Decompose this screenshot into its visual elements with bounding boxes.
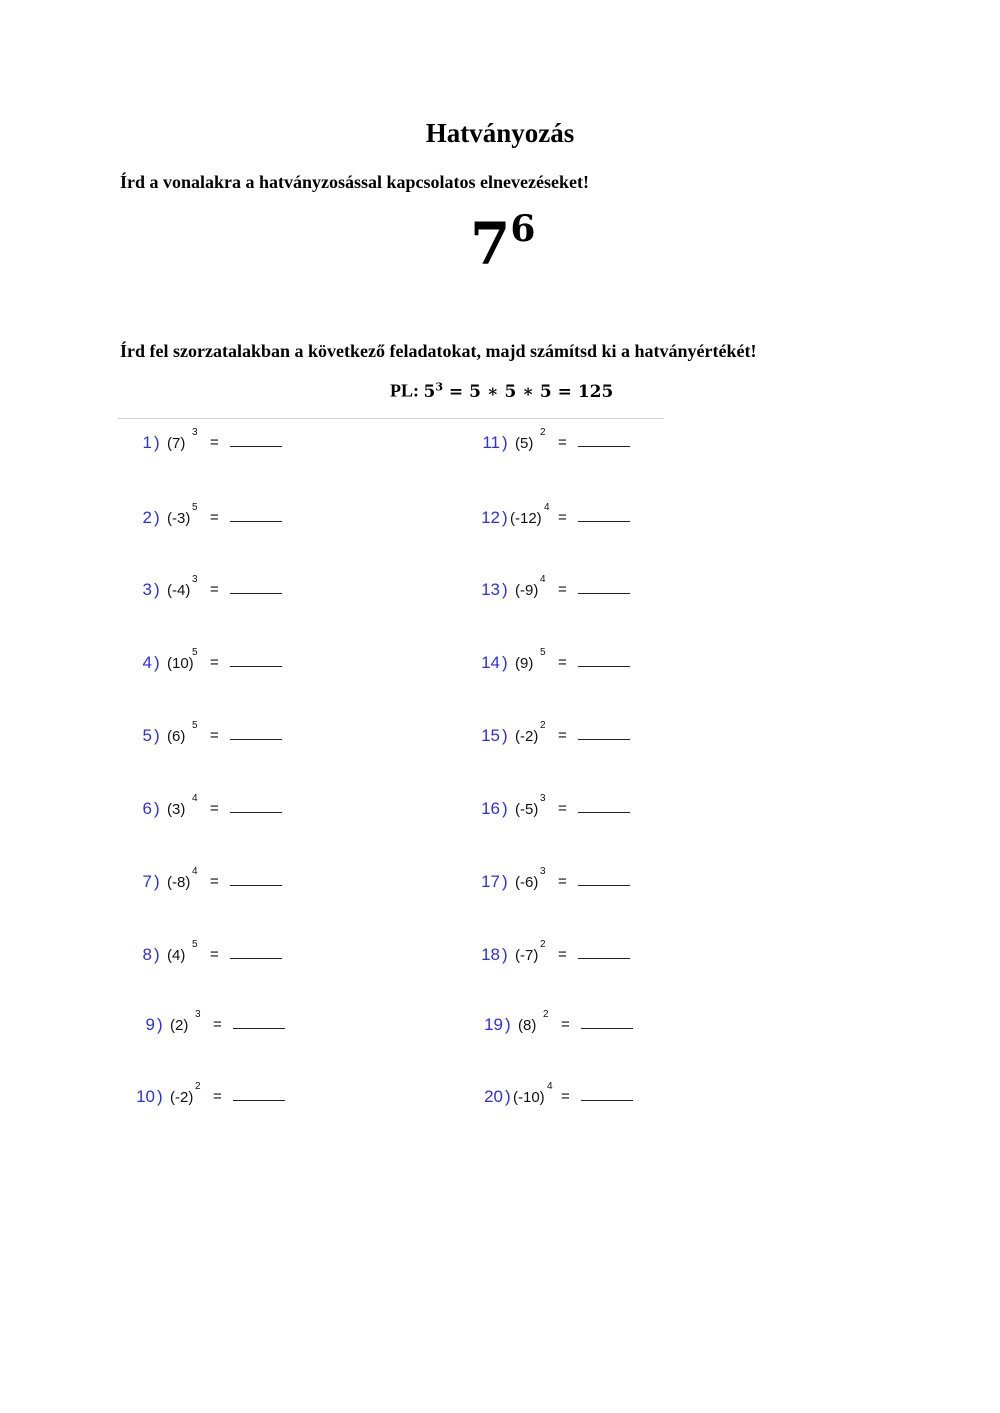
problem-number: 4 <box>142 653 152 672</box>
divider-line <box>118 418 664 419</box>
problem-item <box>460 937 650 967</box>
equals-sign: = <box>558 727 567 744</box>
problem-item <box>460 425 650 455</box>
problem-base: (-2) <box>515 728 539 745</box>
page-title: Hatványozás <box>425 118 575 148</box>
problem-number-paren: ) <box>154 799 160 818</box>
example-prefix: PL: <box>390 380 419 401</box>
problem-number-paren: ) <box>154 653 160 672</box>
problem-number-paren: ) <box>502 945 508 964</box>
problem-number: 2 <box>142 508 152 527</box>
example-rest: = 5 ∗ 5 ∗ 5 = 125 <box>448 381 614 402</box>
problem-item <box>460 791 650 821</box>
problem-base: (-10) <box>513 1089 545 1106</box>
problem-base: (-12) <box>510 510 542 527</box>
problem-exponent: 5 <box>192 720 198 731</box>
problem-base: (-8) <box>167 874 191 891</box>
equals-sign: = <box>210 509 219 526</box>
problem-number-paren: ) <box>154 872 160 891</box>
problem-item <box>460 572 650 602</box>
answer-blank[interactable] <box>230 521 282 522</box>
problem-item <box>112 937 302 967</box>
problem-base: (-5) <box>515 801 539 818</box>
problem-number: 20 <box>484 1087 503 1106</box>
equals-sign: = <box>210 727 219 744</box>
equals-sign: = <box>210 800 219 817</box>
problem-item <box>463 1079 653 1109</box>
equals-sign: = <box>210 434 219 451</box>
problem-item <box>112 645 302 675</box>
equals-sign: = <box>210 581 219 598</box>
problem-number-paren: ) <box>502 433 508 452</box>
example-exponent: 3 <box>435 380 443 393</box>
equals-sign: = <box>558 581 567 598</box>
equals-sign: = <box>210 873 219 890</box>
answer-blank[interactable] <box>230 739 282 740</box>
problem-number-paren: ) <box>502 653 508 672</box>
answer-blank[interactable] <box>578 885 630 886</box>
problem-number-paren: ) <box>157 1015 163 1034</box>
problem-number: 7 <box>142 872 152 891</box>
problem-exponent: 5 <box>192 939 198 950</box>
problem-number-paren: ) <box>154 726 160 745</box>
answer-blank[interactable] <box>233 1028 285 1029</box>
problem-number-paren: ) <box>154 508 160 527</box>
problem-base: (-6) <box>515 874 539 891</box>
problem-exponent: 4 <box>547 1081 553 1092</box>
problem-item <box>460 864 650 894</box>
problem-base: (-9) <box>515 582 539 599</box>
problem-item <box>112 500 302 530</box>
problem-exponent: 4 <box>192 793 198 804</box>
problem-number: 9 <box>145 1015 155 1034</box>
problem-number: 10 <box>136 1087 155 1106</box>
instruction-naming: Írd a vonalakra a hatványzosással kapcsolatos elnevezéseket! <box>120 172 589 192</box>
answer-blank[interactable] <box>578 521 630 522</box>
problem-exponent: 2 <box>540 939 546 950</box>
answer-blank[interactable] <box>578 446 630 447</box>
answer-blank[interactable] <box>230 812 282 813</box>
answer-blank[interactable] <box>230 666 282 667</box>
problem-number: 18 <box>481 945 500 964</box>
problem-number-paren: ) <box>505 1087 511 1106</box>
answer-blank[interactable] <box>578 812 630 813</box>
problem-item <box>463 1007 653 1037</box>
problem-number-paren: ) <box>502 580 508 599</box>
big-power-expression <box>470 208 536 278</box>
equals-sign: = <box>210 654 219 671</box>
problem-number-paren: ) <box>154 945 160 964</box>
problem-exponent: 2 <box>540 720 546 731</box>
answer-blank[interactable] <box>578 666 630 667</box>
problem-item <box>460 645 650 675</box>
answer-blank[interactable] <box>230 446 282 447</box>
answer-blank[interactable] <box>578 739 630 740</box>
problem-number: 6 <box>142 799 152 818</box>
answer-blank[interactable] <box>230 885 282 886</box>
problem-number-paren: ) <box>502 508 508 527</box>
equals-sign: = <box>558 654 567 671</box>
problem-item <box>112 718 302 748</box>
problem-base: (-2) <box>170 1089 194 1106</box>
problem-base: (2) <box>170 1017 189 1034</box>
problem-exponent: 5 <box>192 647 198 658</box>
problem-item <box>460 718 650 748</box>
problem-number: 3 <box>142 580 152 599</box>
problem-base: (3) <box>167 801 186 818</box>
equals-sign: = <box>213 1088 222 1105</box>
problem-number-paren: ) <box>154 580 160 599</box>
example-math <box>424 382 614 402</box>
equals-sign: = <box>213 1016 222 1033</box>
answer-blank[interactable] <box>233 1100 285 1101</box>
problem-exponent: 3 <box>195 1009 201 1020</box>
problem-exponent: 3 <box>540 793 546 804</box>
equals-sign: = <box>558 873 567 890</box>
answer-blank[interactable] <box>581 1100 633 1101</box>
problem-number: 11 <box>482 433 500 452</box>
problem-number: 13 <box>481 580 500 599</box>
problem-base: (9) <box>515 655 534 672</box>
problem-item <box>112 864 302 894</box>
problem-base: (5) <box>515 435 534 452</box>
problem-exponent: 3 <box>192 427 198 438</box>
answer-blank[interactable] <box>230 958 282 959</box>
problem-item <box>112 572 302 602</box>
problem-item <box>460 500 650 530</box>
problem-number-paren: ) <box>502 726 508 745</box>
instruction-exercises: Írd fel szorzatalakban a következő feladatokat, majd számítsd ki a hatványértékét! <box>120 341 757 361</box>
equals-sign: = <box>558 946 567 963</box>
equals-sign: = <box>561 1088 570 1105</box>
problem-item <box>112 425 302 455</box>
big-power-exponent: 6 <box>510 208 536 250</box>
problem-number-paren: ) <box>154 433 160 452</box>
problem-number: 8 <box>142 945 152 964</box>
problem-exponent: 4 <box>540 574 546 585</box>
problem-number: 5 <box>142 726 152 745</box>
problem-number: 15 <box>481 726 500 745</box>
problem-exponent: 3 <box>540 866 546 877</box>
problem-number-paren: ) <box>157 1087 163 1106</box>
problem-exponent: 5 <box>540 647 546 658</box>
problem-base: (-4) <box>167 582 191 599</box>
problem-base: (10) <box>167 655 194 672</box>
problem-exponent: 4 <box>544 502 550 513</box>
answer-blank[interactable] <box>581 1028 633 1029</box>
problem-base: (-7) <box>515 947 539 964</box>
equals-sign: = <box>558 434 567 451</box>
problem-base: (-3) <box>167 510 191 527</box>
problem-exponent: 2 <box>195 1081 201 1092</box>
problem-number: 14 <box>481 653 500 672</box>
problem-exponent: 2 <box>540 427 546 438</box>
example-line <box>390 380 613 402</box>
problem-item <box>115 1007 305 1037</box>
problem-number: 17 <box>481 872 500 891</box>
example-base: 5 <box>423 381 436 402</box>
problem-number: 16 <box>481 799 500 818</box>
problem-exponent: 5 <box>192 502 198 513</box>
answer-blank[interactable] <box>230 593 282 594</box>
problem-number: 1 <box>142 433 152 452</box>
problem-number: 12 <box>481 508 500 527</box>
problem-number-paren: ) <box>505 1015 511 1034</box>
equals-sign: = <box>561 1016 570 1033</box>
problem-base: (4) <box>167 947 186 964</box>
equals-sign: = <box>558 509 567 526</box>
problem-base: (8) <box>518 1017 537 1034</box>
problem-number-paren: ) <box>502 872 508 891</box>
answer-blank[interactable] <box>578 958 630 959</box>
problem-item <box>112 791 302 821</box>
problem-base: (7) <box>167 435 186 452</box>
problem-number-paren: ) <box>502 799 508 818</box>
problem-base: (6) <box>167 728 186 745</box>
big-power-base: 7 <box>470 210 511 278</box>
problem-exponent: 2 <box>543 1009 549 1020</box>
problem-item <box>115 1079 305 1109</box>
problem-exponent: 4 <box>192 866 198 877</box>
answer-blank[interactable] <box>578 593 630 594</box>
equals-sign: = <box>210 946 219 963</box>
equals-sign: = <box>558 800 567 817</box>
problem-exponent: 3 <box>192 574 198 585</box>
problem-number: 19 <box>484 1015 503 1034</box>
